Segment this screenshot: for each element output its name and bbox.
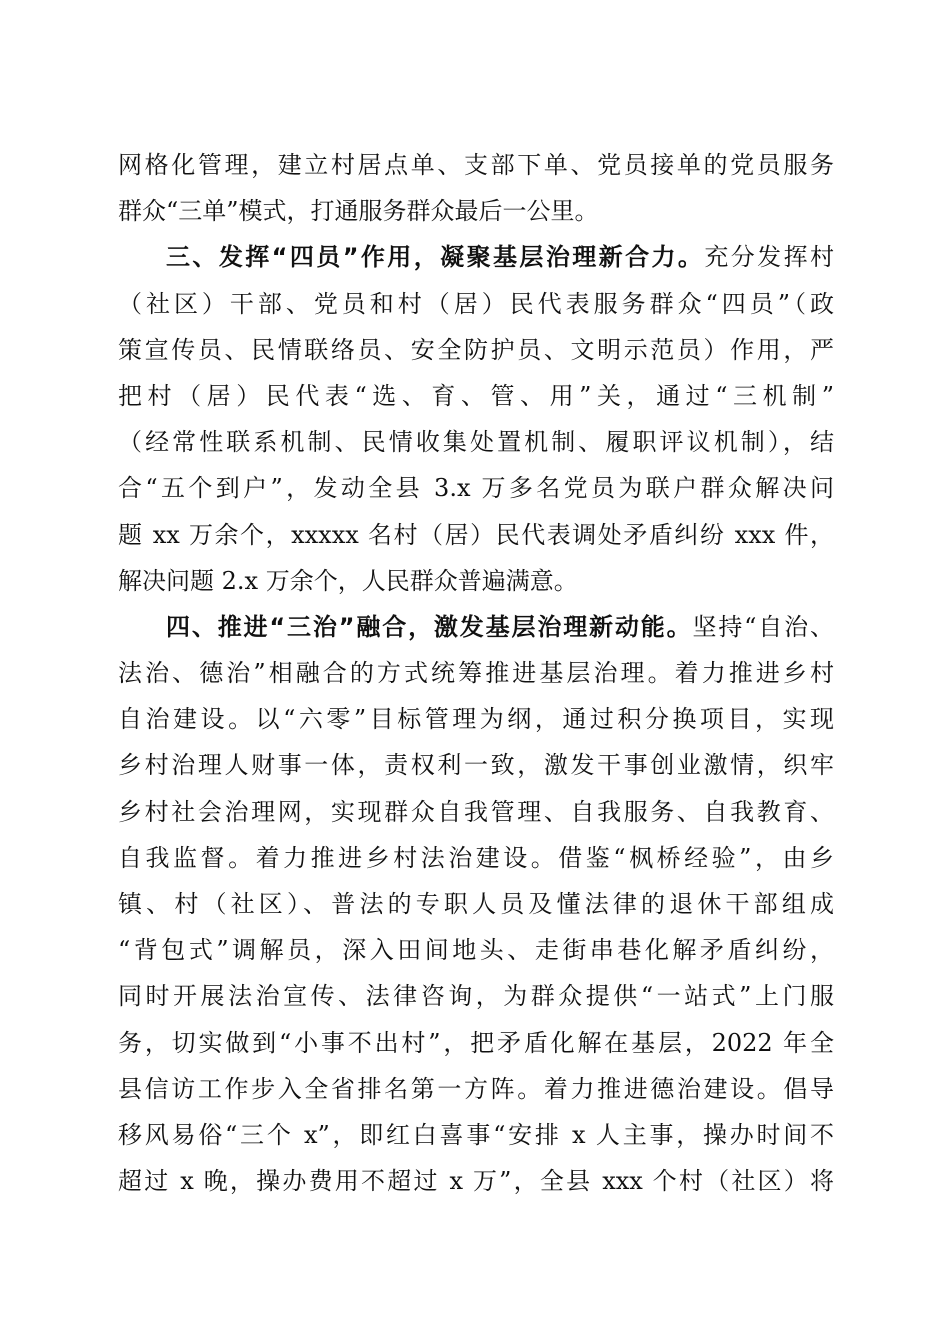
paragraph-2-line-8: 解决问题 2.x 万余个，人民群众普遍满意。 <box>118 566 578 595</box>
paragraph-2-line-3: 策宣传员、民情联络员、安全防护员、文明示范员）作用，严 <box>118 335 834 364</box>
paragraph-2-line-2: （社区）干部、党员和村（居）民代表服务群众“四员”（政 <box>118 289 834 318</box>
paragraph-3-line-9: 同时开展法治宣传、法律咨询，为群众提供“一站式”上门服 <box>118 982 834 1011</box>
paragraph-3-line-8: “背包式”调解员，深入田间地头、走街串巷化解矛盾纠纷， <box>118 936 834 965</box>
paragraph-1-line-2: 群众“三单”模式，打通服务群众最后一公里。 <box>118 197 599 226</box>
paragraph-2-first-line-rest: 充分发挥村 <box>704 243 835 272</box>
paragraph-3-line-12: 移风易俗“三个 x”，即红白喜事“安排 x 人主事，操办时间不 <box>118 1120 834 1149</box>
document-body <box>118 142 834 1204</box>
paragraph-2-heading: 三、发挥“四员”作用，凝聚基层治理新合力。 <box>166 243 705 272</box>
paragraph-3-line-1 <box>118 604 834 650</box>
paragraph-2-line-6: 合“五个到户”，发动全县 3.x 万多名党员为联户群众解决问 <box>118 474 834 503</box>
paragraph-2-line-1 <box>118 234 834 280</box>
paragraph-3-line-11: 县信访工作步入全省排名第一方阵。着力推进德治建设。倡导 <box>118 1074 834 1103</box>
paragraph-3-line-2: 法治、德治”相融合的方式统筹推进基层治理。着力推进乡村 <box>118 659 834 688</box>
paragraph-3-line-7: 镇、村（社区）、普法的专职人员及懂法律的退休干部组成 <box>118 890 834 918</box>
paragraph-3-first-line-rest: 坚持“自治、 <box>692 612 835 641</box>
paragraph-3-line-10: 务，切实做到“小事不出村”，把矛盾化解在基层，2022 年全 <box>118 1028 834 1057</box>
paragraph-3-line-3: 自治建设。以“六零”目标管理为纲，通过积分换项目，实现 <box>118 705 834 734</box>
paragraph-2-line-4: 把村（居）民代表“选、育、管、用”关，通过“三机制” <box>118 381 834 410</box>
paragraph-2-line-7: 题 xx 万余个，xxxxx 名村（居）民代表调处矛盾纠纷 xxx 件， <box>118 520 834 549</box>
paragraph-3-heading: 四、推进“三治”融合，激发基层治理新动能。 <box>166 612 693 641</box>
paragraph-3-line-5: 乡村社会治理网，实现群众自我管理、自我服务、自我教育、 <box>118 797 834 826</box>
paragraph-2-line-5: （经常性联系机制、民情收集处置机制、履职评议机制），结 <box>118 428 834 457</box>
paragraph-3-line-4: 乡村治理人财事一体，责权利一致，激发干事创业激情，织牢 <box>118 751 834 780</box>
paragraph-1-line-1: 网格化管理，建立村居点单、支部下单、党员接单的党员服务 <box>118 151 834 179</box>
paragraph-3-line-6: 自我监督。着力推进乡村法治建设。借鉴“枫桥经验”，由乡 <box>118 843 834 872</box>
paragraph-3-line-13: 超过 x 晚，操办费用不超过 x 万”，全县 xxx 个村（社区）将 <box>118 1167 834 1196</box>
